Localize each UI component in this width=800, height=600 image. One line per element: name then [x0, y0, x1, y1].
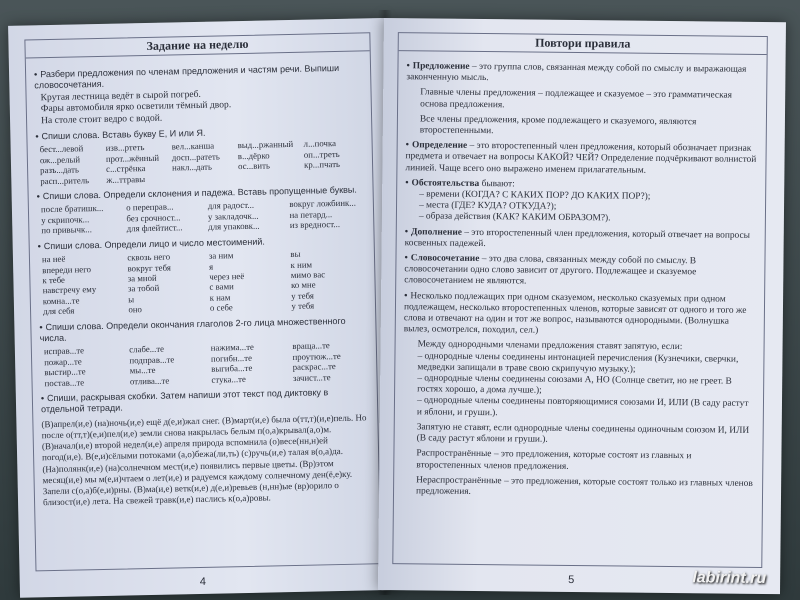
word-cell: у скрипочк...	[41, 214, 90, 226]
word-cell: бест...левой	[39, 143, 84, 155]
word-cell: о себе	[209, 302, 233, 313]
left-banner: Задание на неделю	[25, 32, 369, 58]
watermark-logo: labirint.ru	[692, 569, 767, 588]
word-cell: с...стрёнка	[105, 163, 146, 175]
task-5: • Спиши слова. Определи окончания глаголов 2-го лица множественного числа.	[39, 315, 346, 344]
task-3: • Спиши слова. Определи склонения и падежа. Вставь пропущенные буквы.	[36, 184, 357, 202]
word-cell: к нам	[209, 291, 231, 303]
word-cell: мы...те	[129, 365, 156, 376]
rule-comma-intro: Между однородными членами предложения ставят запятую, если:	[417, 339, 683, 353]
rule-secondary-members: Все члены предложения, кроме подлежащего и сказуемого, являются второстепенными.	[419, 114, 697, 137]
word-grid-4	[42, 248, 367, 317]
word-cell: у тебя	[291, 290, 314, 301]
word-cell: прот...жённый	[105, 152, 160, 164]
adverbial-item: – времени (КОГДА? С КАКИХ ПОР? ДО КАКИХ ПОР?);	[419, 189, 651, 202]
word-cell: вокруг ложбинк...	[289, 198, 356, 210]
adverbial-item: – образа действия (КАК? КАКИМ ОБРАЗОМ?).	[418, 211, 611, 224]
word-cell: на неё	[41, 253, 66, 265]
rule-unextended: Нераспространённые – это предложения, которые состоят только из главных членов предложения.	[415, 475, 753, 497]
comma-rule-item: – однородные члены соединены союзами А, НО (Солнце светит, но не греет. В гостях хорошо, а дома лучше.);	[417, 373, 732, 396]
word-cell	[304, 169, 364, 181]
task-2: • Спиши слова. Вставь букву Е, И или Я.	[35, 127, 206, 142]
sentence: На столе стоит ведро с водой.	[40, 112, 163, 126]
word-cell: изв...ртеть	[105, 142, 145, 154]
page-number-left: 4	[199, 575, 207, 588]
word-cell: после братишк...	[40, 203, 104, 215]
word-cell: ко мне	[290, 279, 316, 291]
word-cell: исправ...те	[43, 345, 85, 357]
word-cell: для себя	[42, 305, 75, 317]
word-grid-3	[41, 198, 366, 236]
word-grid-2	[40, 138, 365, 186]
word-cell: раскрас...те	[292, 361, 336, 373]
word-cell: постав...те	[44, 376, 85, 388]
rule-sentence: • Предложение – это группа слов, связанная между собой по смыслу и выражающая законченную мысль.	[406, 61, 747, 84]
word-cell: разъ...дать	[40, 164, 80, 176]
word-cell: с вами	[209, 281, 234, 293]
word-cell: расп...ритель	[40, 174, 90, 186]
left-page	[8, 18, 396, 598]
sentence: Крутая лестница ведёт в сырой погреб.	[40, 88, 202, 104]
word-cell: в...дёрко	[237, 150, 270, 161]
word-cell: нажима...те	[210, 342, 255, 354]
word-cell: за тобой	[127, 283, 160, 294]
rule-extended: Распространённые – это предложения, которые состоят из главных и второстепенных членов предложения.	[416, 448, 692, 472]
word-cell: выстир...те	[44, 366, 86, 378]
word-cell: погибн...те	[210, 352, 253, 364]
word-cell: выд...ржанный	[237, 139, 294, 151]
comma-rule-item: – однородные члены соединены повторяющимися союзами И, ИЛИ (В саду растут и яблони, и груши.).	[416, 395, 749, 418]
word-cell: отлива...те	[129, 375, 170, 386]
left-content	[34, 57, 372, 566]
rule-object: • Дополнение – это второстепенный член предложения, который отвечает на вопросы косвенных падежей.	[404, 226, 750, 249]
word-cell: подправ...те	[129, 354, 175, 366]
word-cell: без срочност...	[126, 212, 181, 224]
word-cell: досп...ратеть	[171, 151, 220, 163]
word-cell: впереди него	[42, 263, 92, 275]
word-cell: проутюж...те	[292, 350, 341, 362]
word-cell: мимо вас	[290, 269, 326, 280]
word-cell: для радост...	[207, 200, 255, 212]
word-cell: пожар...те	[44, 356, 82, 367]
word-cell: о переправ...	[126, 201, 174, 213]
word-cell: накл...дать	[171, 161, 213, 173]
word-cell: для флейтист...	[126, 222, 183, 234]
word-cell: оп...треть	[303, 148, 340, 160]
word-cell	[238, 170, 298, 182]
word-cell: кр...пчать	[303, 159, 341, 170]
rule-homogeneous: • Несколько подлежащих при одном сказуемом, несколько сказуемых при одном подлежащем, несколько второстепенных членов, которые зависят от одного и того же слова и отвечают на один и тот же вопрос, называются однородными. (Волнушка вылез, осмотрелся, походил, сел.)	[403, 290, 747, 336]
word-cell: ос...вить	[237, 160, 271, 172]
page-number-right: 5	[568, 573, 575, 587]
rule-attribute: • Определение – это второстепенный член предложения, который обозначает признак предмета и отвечает на вопросы КАКОЙ? ЧЕЙ? Определение подчёркивают волнистой линией. Чаще всего оно выражено именем прилагательным.	[405, 140, 757, 176]
word-cell: за мной	[127, 272, 157, 284]
word-cell	[172, 172, 232, 184]
word-cell: вокруг тебя	[127, 262, 171, 273]
comma-rule-item: – однородные члены соединены интонацией перечисления (Кузнечики, сверчки, медведки запищали в траве свою скрипучую музыку.);	[417, 351, 739, 375]
word-cell: стука...те	[211, 373, 246, 385]
left-frame	[24, 32, 381, 571]
word-cell: вы	[290, 248, 301, 260]
word-cell: к тебе	[42, 274, 66, 286]
word-cell: у закладочк...	[207, 210, 259, 222]
task-4: • Спиши слова. Определи лицо и число местоимений.	[37, 236, 265, 251]
word-cell: через неё	[209, 270, 245, 282]
right-content	[401, 57, 758, 563]
word-cell: выгиба...те	[211, 362, 253, 374]
word-cell: слабе...те	[129, 344, 165, 355]
word-cell: для упаковк...	[208, 220, 260, 233]
word-cell: за ним	[208, 250, 234, 261]
word-cell: на петард...	[289, 209, 333, 220]
word-cell: навстречу ему	[42, 284, 97, 296]
word-cell: у тебя	[291, 300, 315, 312]
word-cell: сквозь него	[127, 251, 171, 263]
word-cell: враща...те	[292, 340, 330, 352]
right-banner: Повтори правила	[399, 32, 767, 55]
word-cell: ы	[128, 294, 135, 305]
word-cell: л...почка	[303, 138, 337, 150]
word-cell: комна...те	[42, 295, 80, 306]
word-cell: по привычк...	[41, 224, 92, 236]
word-cell: вел...канша	[171, 141, 215, 152]
word-cell: к ним	[290, 259, 313, 270]
rule-adverbial: • Обстоятельства бывают:	[405, 178, 515, 190]
dictation-text: (В)апрел(и,е) (на)ночь(и,е) ещё д(е,и)жал снег. (В)март(и,е) была о(тт,т)(и,е)пель. Но после о(тт,т)(е,и)пел(и,е) земли снова накрылась белым п(о,а)крывал(а,о)м. (В)начал(и,е) второй недел(и,е) апреля природа вспомнила (о)весе(нн,н)ей погод(и,е). В(е,и)сёлыми потоками (а,о)бежа(ли,ть) (с)ручь(и,е) талая в(о,а)да. (На)полянк(и,е) (на)солнечном мест(и,е) появились первые цветы. (Вр)этом месяц(и,е) мы м(е,и)чтаем о лет(и,е) и радуемся каждому солнечному ден(ё,е)ку. Запели с(о,а)б(е,и)рны. (В)ма(и,е) ветк(и,е) д(е,и)ревьев (н,нн)ые (вр)орило о близост(и,е) лета. На свежей травк(и,е) паслись к(о,а)ровы.	[41, 412, 367, 508]
sentence: Фары автомобиля ярко осветили тёмный двор.	[40, 99, 232, 115]
right-frame	[392, 32, 768, 568]
word-cell: оно	[128, 304, 142, 315]
word-cell: ож...релый	[39, 154, 81, 166]
rule-main-members: Главные члены предложения – подлежащее и сказуемое – это грамматическая основа предложения.	[420, 87, 733, 110]
adverbial-item: – места (ГДЕ? КУДА? ОТКУДА?);	[418, 200, 557, 213]
right-page	[378, 18, 786, 594]
word-cell: из вредност...	[289, 219, 341, 231]
word-cell: зачист...те	[292, 371, 331, 383]
rule-phrase: • Словосочетание – это два слова, связанных между собой по смыслу. В словосочетании одно слово зависит от другого. Подлежащее и сказуемое словосочетанием не являются.	[404, 253, 697, 287]
task-1: • Разбери предложения по членам предложения и частям речи. Выпиши словосочетания.	[33, 62, 340, 91]
rule-no-comma: Запятую не ставят, если однородные члены соединены одиночным союзом И, ИЛИ (В саду растут яблони и груши.).	[416, 422, 750, 445]
word-grid-5	[44, 340, 369, 388]
word-cell: ж...ттравы	[106, 173, 146, 185]
task-6: • Спиши, раскрывая скобки. Затем напиши этот текст под диктовку в отдельной тетради.	[40, 387, 329, 415]
word-cell: я	[208, 261, 214, 272]
